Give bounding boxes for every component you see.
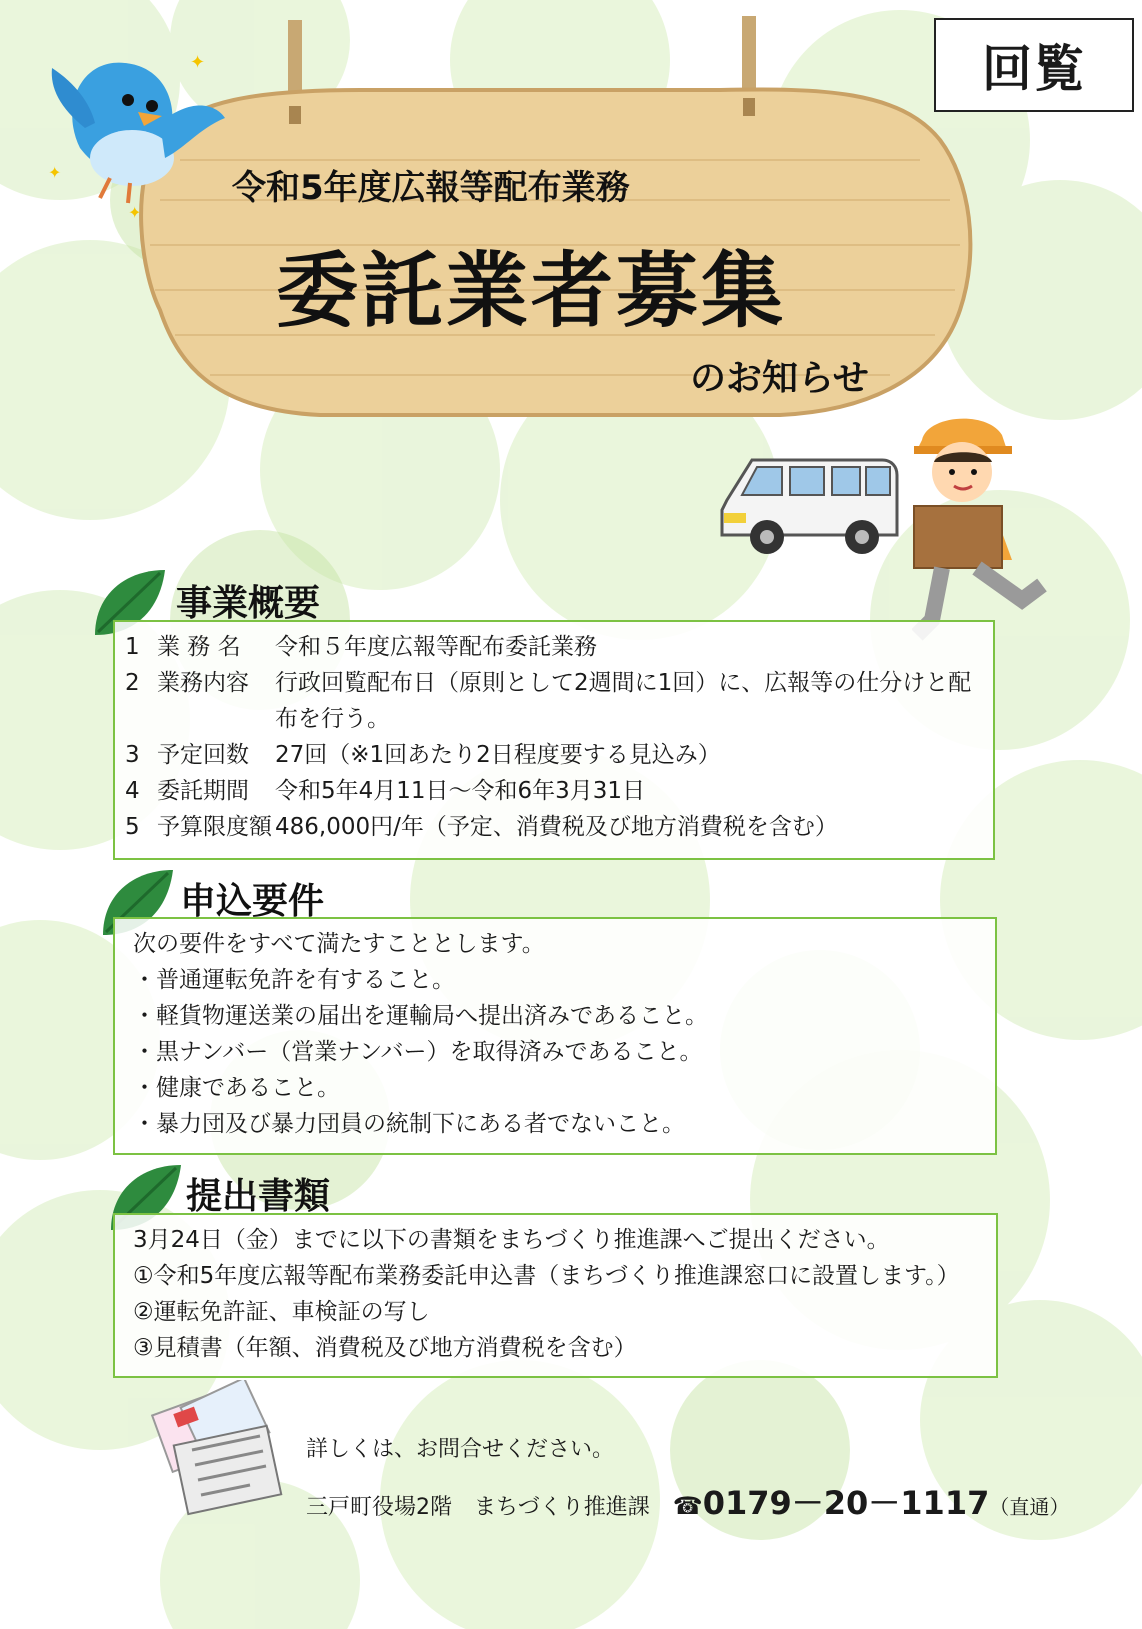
- requirement-line: ・黒ナンバー（営業ナンバー）を取得済みであること。: [133, 1039, 703, 1065]
- overview-box: [113, 620, 995, 860]
- contact-line: [306, 1478, 1069, 1524]
- header-suffix: のお知らせ: [690, 358, 869, 399]
- overview-row-4: [125, 776, 645, 806]
- section-title-overview: 事業概要: [176, 583, 321, 624]
- circulation-stamp: 回覧: [934, 18, 1134, 112]
- phone-number: 0179－20－1117: [702, 1484, 990, 1522]
- delivery-man-icon: [912, 410, 1062, 645]
- requirement-line: ・普通運転免許を有すること。: [133, 967, 455, 993]
- row-label: 業 務 名: [157, 634, 241, 660]
- van-icon: [712, 445, 902, 570]
- row-value: 令和５年度広報等配布委託業務: [275, 634, 597, 660]
- overview-row-1: [125, 632, 597, 662]
- document-line: ③見積書（年額、消費税及び地方消費税を含む）: [133, 1335, 637, 1361]
- row-number: 5: [125, 814, 140, 840]
- row-label: 予定回数: [157, 742, 249, 768]
- overview-row-2-cont: 布を行う。: [275, 706, 390, 732]
- svg-text:✦: ✦: [190, 52, 206, 73]
- row-number: 2: [125, 670, 140, 696]
- row-number: 1: [125, 634, 140, 660]
- document-line: ①令和5年度広報等配布業務委託申込書（まちづくり推進課窓口に設置します。）: [133, 1263, 960, 1289]
- row-number: 4: [125, 778, 140, 804]
- row-value: 486,000円/年（予定、消費税及び地方消費税を含む）: [275, 814, 838, 840]
- row-label: 委託期間: [157, 778, 249, 804]
- documents-box: [113, 1213, 998, 1378]
- phone-note: （直通）: [989, 1495, 1070, 1519]
- phone-icon: ☎: [672, 1492, 703, 1520]
- requirement-line: ・軽貨物運送業の届出を運輸局へ提出済みであること。: [133, 1003, 708, 1029]
- overview-row-2: [125, 668, 971, 698]
- section-title-requirements: 申込要件: [180, 881, 325, 922]
- office-name: 三戸町役場2階 まちづくり推進課: [306, 1495, 650, 1520]
- header-subtitle: 令和5年度広報等配布業務: [232, 168, 630, 208]
- requirement-line: ・健康であること。: [133, 1075, 340, 1101]
- row-label: 予算限度額: [157, 814, 272, 840]
- section-title-documents: 提出書類: [186, 1176, 331, 1217]
- document-line: ②運転免許証、車検証の写し: [133, 1299, 430, 1325]
- svg-text:✦: ✦: [48, 163, 62, 182]
- requirement-line: ・暴力団及び暴力団員の統制下にある者でないこと。: [133, 1111, 685, 1137]
- page-title: 委託業者募集: [276, 244, 787, 339]
- row-value: 令和5年4月11日～令和6年3月31日: [275, 778, 646, 804]
- bird-icon: [40, 28, 230, 218]
- row-label: 業務内容: [157, 670, 249, 696]
- inquiry-text: 詳しくは、お問合せください。: [306, 1437, 615, 1462]
- row-value: 行政回覧配布日（原則として2週間に1回）に、広報等の仕分けと配: [275, 670, 972, 696]
- overview-row-5: [125, 812, 838, 842]
- newspaper-icon: [150, 1380, 290, 1520]
- svg-text:✦: ✦: [128, 203, 142, 218]
- row-value: 27回（※1回あたり2日程度要する見込み）: [275, 742, 721, 768]
- requirements-box: [113, 917, 997, 1155]
- row-number: 3: [125, 742, 140, 768]
- overview-row-3: [125, 740, 721, 770]
- document-line: 3月24日（金）までに以下の書類をまちづくり推進課へご提出ください。: [133, 1227, 890, 1253]
- requirement-line: 次の要件をすべて満たすこととします。: [133, 931, 545, 957]
